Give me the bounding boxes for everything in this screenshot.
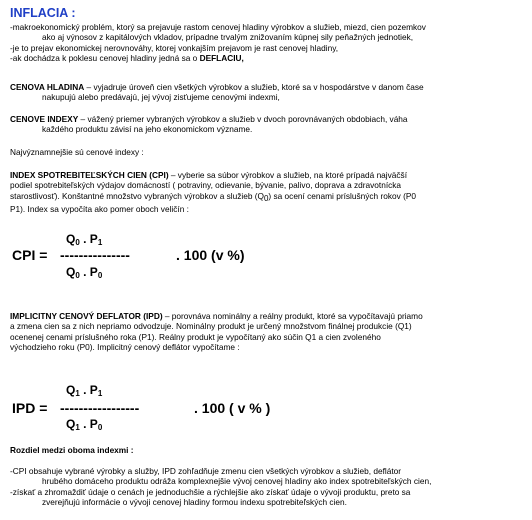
cpi-term: INDEX SPOTREBITEĽSKÝCH CIEN (CPI) [10,170,169,180]
ipd-term: IMPLICITNY CENOVÝ DEFLATOR (IPD) [10,311,163,321]
intro-line [10,53,526,63]
cenove-indexy-paragraph [10,114,526,135]
page-title: INFLACIA : [10,6,76,20]
rozdiel-heading: Rozdiel medzi oboma indexmi : [10,445,134,455]
cenova-hladina-text: – vyjadruje úroveň cien všetkých výrobkov a služieb, ktoré sa v hospodárstve v danom čase [84,82,424,92]
rozdiel-line: hrubého domáceho produktu odráža komplexnejšie vývoj cenovej hladiny ako index spotrebiteľských cien, [42,476,432,487]
cpi-paragraph [10,170,526,214]
ipd-numerator: $Q_1$ . $P_1$ [66,383,103,398]
cenove-indexy-term: CENOVE INDEXY [10,114,79,124]
cenova-hladina-paragraph [10,82,526,103]
ipd-multiplier: . 100 ( v % ) [194,400,271,416]
cpi-numerator: $Q_0$ . $P_1$ [66,232,103,247]
ipd-label: IPD = [12,400,48,416]
najvyznamnejsie-text: Najvýznamnejšie sú cenové indexy : [10,147,144,157]
intro-paragraph [10,22,526,63]
intro-line: -makroekonomický problém, ktorý sa prejavuje rastom cenovej hladiny výrobkov a služieb, miezd, cien pozemkov [10,22,426,32]
intro-line: ako aj výnosov z kapitálových vkladov, prípadne trvalým znižovaním kúpnej sily peňažných jednotiek, [42,32,414,43]
rozdiel-line: -získať a zhromaždiť údaje o cenách je jednoduchšie a rýchlejšie ako získať údaje o vývoji produktu, preto sa [10,486,411,497]
ipd-denominator: $Q_1$ . $P_0$ [66,417,103,432]
rozdiel-line: -CPI obsahuje vybrané výrobky a služby, IPD zohľadňuje zmenu cien všetkých výrobkov a služieb, deflátor [10,466,402,476]
cpi-text-2: podiel spotrebiteľských výdajov domácností ( potraviny, odievanie, bývanie, palivo, doprava a zdravotnícka [10,180,402,191]
ipd-text-2: a zmena cien sa z nich nepriamo odvodzuje. Nominálny produkt je určený množstvom finálnej produkcie (Q1) [10,321,412,332]
cenova-hladina-text-2: nakupujú alebo predávajú, jej vývoj zisťujeme cenovými indexmi, [42,92,280,103]
cpi-fraction-line: --------------- [60,247,130,263]
rozdiel-paragraph [10,466,526,507]
ipd-fraction-line: ----------------- [60,400,140,416]
intro-line: -je to prejav ekonomickej nerovnováhy, ktorej vonkajším prejavom je rast cenovej hladiny, [10,42,339,53]
cpi-text-3: starostlivosť). Konštantné množstvo vybraných výrobkov a služieb $(Q_0)$ sa ocení cenami príslušných rokov (P0 [10,190,416,203]
cpi-label: CPI = [12,247,48,263]
ipd-text-4: východzieho roku (P0). Implicitný cenový deflátor vypočítame : [10,341,240,352]
cenove-indexy-text: – vážený priemer vybraných výrobkov a služieb v dvoch porovnávaných obdobiach, váha [78,114,408,124]
ipd-paragraph [10,311,526,352]
intro-line-text: -ak dochádza k poklesu cenovej hladiny jedná sa o [10,52,200,63]
cpi-multiplier: . 100 (v %) [176,247,245,263]
cenove-indexy-text-2: každého produktu závisí na jeho ekonomickom význame. [42,124,253,135]
rozdiel-line: zverejňujú informácie o vývoji cenovej hladiny formou indexu spotrebiteľských cien. [42,496,347,507]
cpi-denominator: $Q_0$ . $P_0$ [66,265,103,280]
cpi-text-1: – vyberie sa súbor výrobkov a služieb, na ktoré prípadá najväčší [168,170,408,180]
cenova-hladina-term: CENOVA HLADINA [10,82,85,92]
ipd-text-1: – porovnáva nominálny a reálny produkt, ktoré sa vypočítavajú priamo [162,311,423,321]
ipd-text-3: ocenenej cenami príslušného roka (P1). Reálny produkt je vypočítaný ako súčin Q1 a cien zvoleného [10,331,381,342]
deflacia-term: DEFLACIU, [199,52,244,63]
cpi-text-4: P1). Index sa vypočíta ako pomer oboch veličín : [10,203,189,214]
